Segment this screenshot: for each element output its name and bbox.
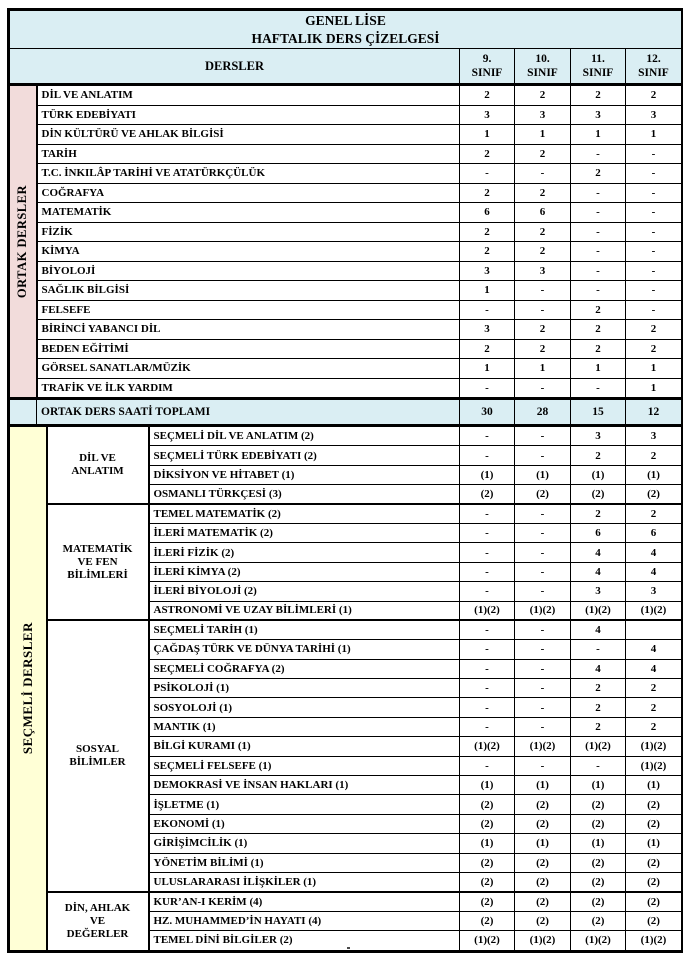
grade-value-cell: (1)(2) xyxy=(626,737,682,756)
grade-value-cell: 1 xyxy=(571,125,626,145)
grade-value-cell: 2 xyxy=(571,339,626,359)
grade-value-cell: 2 xyxy=(626,717,682,736)
grade-value-cell: 2 xyxy=(515,86,571,106)
course-name-cell: T.C. İNKILÂP TARİHİ VE ATATÜRKÇÜLÜK xyxy=(37,164,460,184)
course-row xyxy=(10,427,682,446)
group-label-cell xyxy=(47,892,149,950)
course-row xyxy=(10,203,682,223)
course-row xyxy=(10,222,682,242)
grade-value-cell: (2) xyxy=(460,853,515,872)
grade-value-cell: 3 xyxy=(626,105,682,125)
grade-value-cell: (2) xyxy=(571,795,626,814)
course-row xyxy=(10,300,682,320)
grade-value-cell: - xyxy=(571,378,626,398)
grade-value-cell: (1)(2) xyxy=(626,601,682,620)
grade-value-cell: 6 xyxy=(460,203,515,223)
grade-value-cell: 3 xyxy=(460,105,515,125)
course-name-cell: ULUSLARARASI İLİŞKİLER (1) xyxy=(149,872,460,891)
grade-label: SINIF xyxy=(582,67,614,79)
course-row xyxy=(10,378,682,398)
course-name-cell: GİRİŞİMCİLİK (1) xyxy=(149,834,460,853)
course-name-cell: DİKSİYON VE HİTABET (1) xyxy=(149,465,460,484)
grade-value-cell: (1)(2) xyxy=(571,601,626,620)
grade-value-cell: - xyxy=(515,300,571,320)
grade-value-cell: 4 xyxy=(626,640,682,659)
grade-value-cell: - xyxy=(460,640,515,659)
course-name-cell: EKONOMİ (1) xyxy=(149,814,460,833)
grade-value-cell: 4 xyxy=(571,659,626,678)
grade-value-cell: - xyxy=(626,281,682,301)
course-name-cell: DEMOKRASİ VE İNSAN HAKLARI (1) xyxy=(149,776,460,795)
grade-value-cell: - xyxy=(515,523,571,542)
grade-value-cell: - xyxy=(460,582,515,601)
grade-value-cell: 2 xyxy=(571,164,626,184)
grade-value-cell: - xyxy=(460,679,515,698)
grade-value-cell: 1 xyxy=(626,125,682,145)
grade-column-header-9 xyxy=(460,49,515,85)
grade-value-cell: - xyxy=(515,562,571,581)
course-name-cell: BİYOLOJİ xyxy=(37,261,460,281)
grade-value-cell: - xyxy=(515,717,571,736)
grade-value-cell: 3 xyxy=(571,105,626,125)
grade-value-cell: 3 xyxy=(571,427,626,446)
course-row xyxy=(10,125,682,145)
grade-value-cell: (2) xyxy=(571,814,626,833)
title-line-1: GENEL LİSE xyxy=(305,12,386,28)
grade-value-cell: - xyxy=(626,261,682,281)
grade-label: SINIF xyxy=(527,67,558,79)
course-name-cell: BEDEN EĞİTİMİ xyxy=(37,339,460,359)
grade-value-cell: 1 xyxy=(571,359,626,379)
grade-label: SINIF xyxy=(471,67,503,79)
grade-value-cell: (2) xyxy=(515,911,571,930)
grade-value-cell: (2) xyxy=(460,911,515,930)
grade-value-cell: (1)(2) xyxy=(515,601,571,620)
grade-value-cell: - xyxy=(515,659,571,678)
grade-value-cell: - xyxy=(460,300,515,320)
grade-value-cell: (2) xyxy=(571,485,626,504)
total-value-cell: 30 xyxy=(460,399,515,425)
grade-value-cell: (1)(2) xyxy=(460,737,515,756)
course-name-cell: SOSYOLOJİ (1) xyxy=(149,698,460,717)
grade-value-cell: (2) xyxy=(515,872,571,891)
grade-value-cell: 2 xyxy=(626,86,682,106)
grade-value-cell: (1) xyxy=(460,776,515,795)
grade-value-cell: (1) xyxy=(626,465,682,484)
grade-value-cell: 2 xyxy=(460,183,515,203)
course-name-cell: ÇAĞDAŞ TÜRK VE DÜNYA TARİHİ (1) xyxy=(149,640,460,659)
grade-value-cell: (2) xyxy=(626,911,682,930)
grade-value-cell: - xyxy=(626,222,682,242)
grade-number: 9. xyxy=(482,52,492,65)
course-name-cell: MANTIK (1) xyxy=(149,717,460,736)
grade-column-header-12 xyxy=(626,49,682,85)
grade-value-cell: - xyxy=(515,640,571,659)
grade-value-cell: 1 xyxy=(626,378,682,398)
grade-value-cell: (2) xyxy=(515,814,571,833)
course-row xyxy=(10,281,682,301)
title-line-2: HAFTALIK DERS ÇİZELGESİ xyxy=(251,30,440,46)
grade-value-cell: 2 xyxy=(571,717,626,736)
grade-value-cell: 4 xyxy=(571,543,626,562)
grade-value-cell: 2 xyxy=(626,339,682,359)
group-label-cell xyxy=(47,427,149,505)
total-value-cell: 15 xyxy=(571,399,626,425)
course-name-cell: İLERİ BİYOLOJİ (2) xyxy=(149,582,460,601)
ortak-dersler-vertical-label: ORTAK DERSLER xyxy=(15,184,30,299)
course-name-cell: YÖNETİM BİLİMİ (1) xyxy=(149,853,460,872)
grade-value-cell: (2) xyxy=(571,872,626,891)
grade-value-cell: 1 xyxy=(460,359,515,379)
grade-value-cell: (1)(2) xyxy=(571,931,626,950)
grade-value-cell: 2 xyxy=(571,504,626,523)
grade-value-cell: - xyxy=(571,144,626,164)
group-label-cell xyxy=(47,620,149,891)
grade-value-cell: (2) xyxy=(515,485,571,504)
grade-value-cell: (1)(2) xyxy=(515,931,571,950)
course-name-cell: SEÇMELİ TARİH (1) xyxy=(149,620,460,639)
grade-column-header-10 xyxy=(515,49,571,85)
grade-value-cell: (2) xyxy=(515,795,571,814)
grade-value-cell: (2) xyxy=(626,795,682,814)
grade-value-cell: - xyxy=(571,222,626,242)
course-name-cell: MATEMATİK xyxy=(37,203,460,223)
grade-value-cell: - xyxy=(460,378,515,398)
group-label: MATEMATİK VE FEN BİLİMLERİ xyxy=(62,542,133,581)
grade-value-cell xyxy=(626,620,682,639)
grade-value-cell: - xyxy=(571,183,626,203)
grade-value-cell: - xyxy=(460,659,515,678)
grade-value-cell: 6 xyxy=(626,523,682,542)
course-name-cell: GÖRSEL SANATLAR/MÜZİK xyxy=(37,359,460,379)
grade-value-cell: 2 xyxy=(626,320,682,340)
course-row xyxy=(10,242,682,262)
course-name-cell: COĞRAFYA xyxy=(37,183,460,203)
course-name-cell: SEÇMELİ FELSEFE (1) xyxy=(149,756,460,775)
grade-value-cell: - xyxy=(571,203,626,223)
course-name-cell: HZ. MUHAMMED’İN HAYATI (4) xyxy=(149,911,460,930)
grade-value-cell: 1 xyxy=(460,281,515,301)
grade-value-cell: 4 xyxy=(571,562,626,581)
course-name-cell: BİRİNCİ YABANCI DİL xyxy=(37,320,460,340)
grade-value-cell: - xyxy=(626,300,682,320)
grade-value-cell: - xyxy=(515,543,571,562)
course-name-cell: KUR’AN-I KERİM (4) xyxy=(149,892,460,911)
grade-value-cell: 3 xyxy=(460,320,515,340)
grade-value-cell: 3 xyxy=(515,105,571,125)
grade-value-cell: - xyxy=(626,164,682,184)
grade-value-cell: 3 xyxy=(626,582,682,601)
grade-value-cell: - xyxy=(515,582,571,601)
grade-value-cell: (2) xyxy=(626,872,682,891)
grade-value-cell: 2 xyxy=(515,222,571,242)
grade-value-cell: 2 xyxy=(515,183,571,203)
grade-value-cell: (1) xyxy=(460,834,515,853)
grade-value-cell: (1)(2) xyxy=(626,756,682,775)
grade-value-cell: (2) xyxy=(460,485,515,504)
grade-value-cell: 2 xyxy=(515,144,571,164)
grade-value-cell: - xyxy=(460,717,515,736)
course-row xyxy=(10,359,682,379)
grade-value-cell: - xyxy=(460,543,515,562)
course-name-cell: DİN KÜLTÜRÜ VE AHLAK BİLGİSİ xyxy=(37,125,460,145)
grade-value-cell: (1) xyxy=(460,465,515,484)
grade-value-cell: (1) xyxy=(515,776,571,795)
secmeli-dersler-vertical-label: SEÇMELİ DERSLER xyxy=(19,622,35,755)
grade-value-cell: (2) xyxy=(626,892,682,911)
grade-value-cell: (1)(2) xyxy=(460,601,515,620)
course-name-cell: BİLGİ KURAMI (1) xyxy=(149,737,460,756)
course-row xyxy=(10,339,682,359)
grade-value-cell: 2 xyxy=(515,320,571,340)
grade-value-cell: - xyxy=(626,203,682,223)
course-row xyxy=(10,144,682,164)
grade-value-cell: (2) xyxy=(460,814,515,833)
grade-value-cell: 2 xyxy=(460,242,515,262)
grade-value-cell: 1 xyxy=(626,359,682,379)
grade-value-cell: - xyxy=(626,144,682,164)
grade-value-cell: 3 xyxy=(626,427,682,446)
grade-value-cell: (2) xyxy=(515,892,571,911)
grade-value-cell: - xyxy=(515,427,571,446)
grade-value-cell: 6 xyxy=(515,203,571,223)
grade-value-cell: 4 xyxy=(626,543,682,562)
grade-value-cell: - xyxy=(515,378,571,398)
grade-value-cell: 4 xyxy=(571,620,626,639)
total-row xyxy=(10,399,682,425)
grade-value-cell: - xyxy=(515,504,571,523)
grade-value-cell: (2) xyxy=(460,872,515,891)
grade-number: 11. xyxy=(591,52,605,65)
grade-value-cell: (1) xyxy=(571,465,626,484)
grade-number: 12. xyxy=(646,52,661,65)
course-row xyxy=(10,86,682,106)
total-value-cell: 12 xyxy=(626,399,682,425)
secmeli-section-sidebar xyxy=(10,427,47,951)
grade-value-cell: - xyxy=(460,620,515,639)
course-row xyxy=(10,183,682,203)
grade-value-cell: 1 xyxy=(515,125,571,145)
grade-label: SINIF xyxy=(638,67,669,79)
grade-value-cell: 4 xyxy=(626,562,682,581)
grade-value-cell: - xyxy=(515,679,571,698)
grade-value-cell: (1) xyxy=(626,834,682,853)
grade-value-cell: (1) xyxy=(571,776,626,795)
grade-value-cell: 2 xyxy=(571,300,626,320)
course-row xyxy=(10,105,682,125)
grade-value-cell: 1 xyxy=(460,125,515,145)
secmeli-dersler-table xyxy=(9,426,682,951)
course-name-cell: TÜRK EDEBİYATI xyxy=(37,105,460,125)
grade-value-cell: (1)(2) xyxy=(515,737,571,756)
header-table xyxy=(9,10,682,85)
grade-value-cell: (2) xyxy=(626,485,682,504)
grade-value-cell: 2 xyxy=(571,320,626,340)
total-row-table xyxy=(9,398,682,426)
grade-value-cell: - xyxy=(460,504,515,523)
grade-value-cell: (2) xyxy=(626,814,682,833)
total-row-label: ORTAK DERS SAATİ TOPLAMI xyxy=(37,399,460,425)
course-name-cell: FİZİK xyxy=(37,222,460,242)
grade-value-cell: - xyxy=(571,281,626,301)
course-row xyxy=(10,892,682,911)
course-name-cell: ASTRONOMİ VE UZAY BİLİMLERİ (1) xyxy=(149,601,460,620)
group-label: DİN, AHLAK VE DEĞERLER xyxy=(64,901,131,940)
course-name-cell: DİL VE ANLATIM xyxy=(37,86,460,106)
grade-value-cell: - xyxy=(515,756,571,775)
grade-value-cell: - xyxy=(571,756,626,775)
schedule-table-frame xyxy=(7,8,683,953)
grade-value-cell: 2 xyxy=(515,339,571,359)
grade-value-cell: 2 xyxy=(460,339,515,359)
grade-value-cell: - xyxy=(571,261,626,281)
course-name-cell: SEÇMELİ COĞRAFYA (2) xyxy=(149,659,460,678)
grade-value-cell: 2 xyxy=(626,446,682,465)
grade-value-cell: 2 xyxy=(626,679,682,698)
course-row xyxy=(10,261,682,281)
grade-value-cell: 1 xyxy=(515,359,571,379)
course-name-cell: TRAFİK VE İLK YARDIM xyxy=(37,378,460,398)
grade-value-cell: 2 xyxy=(460,86,515,106)
grade-value-cell: 2 xyxy=(626,504,682,523)
grade-value-cell: 6 xyxy=(571,523,626,542)
course-name-cell: İLERİ FİZİK (2) xyxy=(149,543,460,562)
course-name-cell: FELSEFE xyxy=(37,300,460,320)
grade-value-cell: (1)(2) xyxy=(460,931,515,950)
grade-value-cell: - xyxy=(515,281,571,301)
column-header-row xyxy=(10,49,682,85)
group-label-cell xyxy=(47,504,149,620)
grade-value-cell: - xyxy=(515,164,571,184)
course-name-cell: TARİH xyxy=(37,144,460,164)
grade-value-cell: (2) xyxy=(571,892,626,911)
course-row xyxy=(10,504,682,523)
grade-value-cell: 3 xyxy=(515,261,571,281)
course-name-cell: KİMYA xyxy=(37,242,460,262)
grade-value-cell: (1) xyxy=(626,776,682,795)
grade-value-cell: - xyxy=(460,164,515,184)
grade-value-cell: 2 xyxy=(460,144,515,164)
grade-value-cell: (1)(2) xyxy=(571,737,626,756)
group-label: DİL VE ANLATIM xyxy=(71,452,124,478)
course-name-cell: SEÇMELİ DİL VE ANLATIM (2) xyxy=(149,427,460,446)
grade-value-cell: (2) xyxy=(460,892,515,911)
scan-artifact-dot xyxy=(347,947,350,949)
grade-value-cell: - xyxy=(571,242,626,262)
grade-value-cell: (1) xyxy=(515,834,571,853)
course-name-cell: OSMANLI TÜRKÇESİ (3) xyxy=(149,485,460,504)
grade-value-cell: (2) xyxy=(515,853,571,872)
grade-value-cell: (2) xyxy=(571,911,626,930)
course-row xyxy=(10,164,682,184)
grade-value-cell: (2) xyxy=(571,853,626,872)
grade-value-cell: - xyxy=(626,183,682,203)
total-row-side-spacer xyxy=(10,399,37,425)
grade-value-cell: - xyxy=(460,562,515,581)
courses-column-header: DERSLER xyxy=(10,49,460,85)
grade-column-header-11 xyxy=(571,49,626,85)
grade-value-cell: - xyxy=(460,427,515,446)
course-name-cell: SAĞLIK BİLGİSİ xyxy=(37,281,460,301)
ortak-section-sidebar xyxy=(10,86,37,398)
ortak-dersler-table xyxy=(9,85,682,398)
grade-value-cell: - xyxy=(460,698,515,717)
grade-value-cell: 2 xyxy=(626,698,682,717)
grade-value-cell: 2 xyxy=(515,242,571,262)
course-name-cell: TEMEL MATEMATİK (2) xyxy=(149,504,460,523)
grade-value-cell: (1) xyxy=(571,834,626,853)
course-row xyxy=(10,620,682,639)
table-title xyxy=(10,11,682,49)
grade-value-cell: - xyxy=(571,640,626,659)
grade-value-cell: - xyxy=(515,620,571,639)
grade-value-cell: 2 xyxy=(460,222,515,242)
grade-value-cell: (1)(2) xyxy=(626,931,682,950)
course-name-cell: İŞLETME (1) xyxy=(149,795,460,814)
course-name-cell: PSİKOLOJİ (1) xyxy=(149,679,460,698)
grade-value-cell: - xyxy=(626,242,682,262)
course-name-cell: İLERİ KİMYA (2) xyxy=(149,562,460,581)
grade-value-cell: - xyxy=(515,698,571,717)
grade-value-cell: 3 xyxy=(460,261,515,281)
total-value-cell: 28 xyxy=(515,399,571,425)
grade-value-cell: - xyxy=(460,756,515,775)
course-row xyxy=(10,320,682,340)
grade-value-cell: - xyxy=(460,446,515,465)
course-name-cell: İLERİ MATEMATİK (2) xyxy=(149,523,460,542)
course-name-cell: SEÇMELİ TÜRK EDEBİYATI (2) xyxy=(149,446,460,465)
grade-value-cell: 2 xyxy=(571,698,626,717)
grade-value-cell: (2) xyxy=(626,853,682,872)
grade-value-cell: 2 xyxy=(571,679,626,698)
grade-value-cell: (2) xyxy=(460,795,515,814)
title-row xyxy=(10,11,682,49)
grade-value-cell: (1) xyxy=(515,465,571,484)
grade-value-cell: - xyxy=(515,446,571,465)
course-name-cell: TEMEL DİNİ BİLGİLER (2) xyxy=(149,931,460,950)
grade-value-cell: - xyxy=(460,523,515,542)
grade-value-cell: 3 xyxy=(571,582,626,601)
group-label: SOSYAL BİLİMLER xyxy=(69,743,126,769)
grade-value-cell: 2 xyxy=(571,446,626,465)
grade-value-cell: 2 xyxy=(571,86,626,106)
grade-value-cell: 4 xyxy=(626,659,682,678)
grade-number: 10. xyxy=(535,52,550,65)
